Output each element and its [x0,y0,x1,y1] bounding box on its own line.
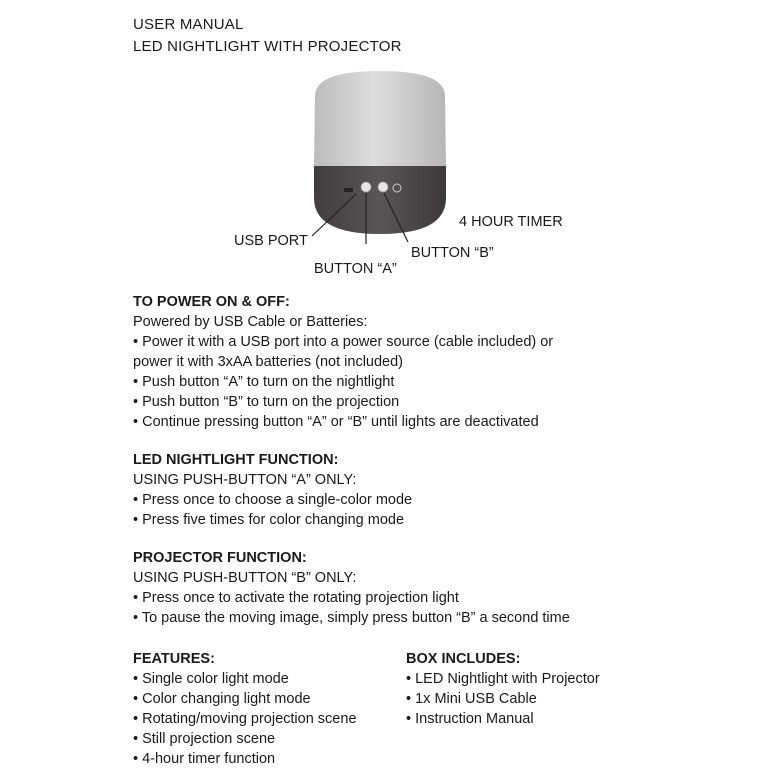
box-includes-section [406,649,600,729]
feature-item: • Still projection scene [133,731,276,747]
nightlight-line: • Press once to choose a single-color mode [133,492,413,508]
box-item: • 1x Mini USB Cable [406,691,537,707]
box-item: • LED Nightlight with Projector [406,671,600,687]
power-line: • Push button “B” to turn on the projection [133,394,400,410]
features-section [133,649,357,769]
button-b-label: BUTTON “B” [411,245,494,261]
usb-port-slot [344,188,353,192]
nightlight-line: USING PUSH-BUTTON “A” ONLY: [133,472,357,488]
timer-label: 4 HOUR TIMER [459,214,563,230]
power-line: • Push button “A” to turn on the nightlight [133,374,395,390]
feature-item: • 4-hour timer function [133,751,276,767]
product-title: LED NIGHTLIGHT WITH PROJECTOR [133,38,402,55]
power-line: • Power it with a USB port into a power source (cable included) or [133,334,554,350]
feature-item: • Single color light mode [133,671,289,687]
feature-item: • Color changing light mode [133,691,311,707]
manual-title: USER MANUAL [133,16,244,33]
button-a-label: BUTTON “A” [314,261,397,277]
power-section [133,292,733,432]
usb-port-label: USB PORT [234,233,308,249]
projector-section [133,548,733,628]
nightlight-line: • Press five times for color changing mode [133,512,405,528]
projector-line: • Press once to activate the rotating projection light [133,590,459,606]
box-item: • Instruction Manual [406,711,534,727]
power-line: power it with 3xAA batteries (not included) [133,354,403,370]
projector-line: USING PUSH-BUTTON “B” ONLY: [133,570,357,586]
power-line: • Continue pressing button “A” or “B” until lights are deactivated [133,414,539,430]
projector-heading: PROJECTOR FUNCTION: [133,550,307,566]
projector-line: • To pause the moving image, simply press button “B” a second time [133,610,570,626]
lamp-base [314,166,446,234]
nightlight-heading: LED NIGHTLIGHT FUNCTION: [133,452,339,468]
lamp-shade [314,71,446,166]
feature-item: • Rotating/moving projection scene [133,711,357,727]
features-heading: FEATURES: [133,651,215,667]
button-a [361,182,371,192]
power-line: Powered by USB Cable or Batteries: [133,314,368,330]
box-heading: BOX INCLUDES: [406,651,521,667]
nightlight-section [133,450,733,530]
power-heading: TO POWER ON & OFF: [133,294,290,310]
product-illustration [300,66,460,246]
button-b [378,182,388,192]
